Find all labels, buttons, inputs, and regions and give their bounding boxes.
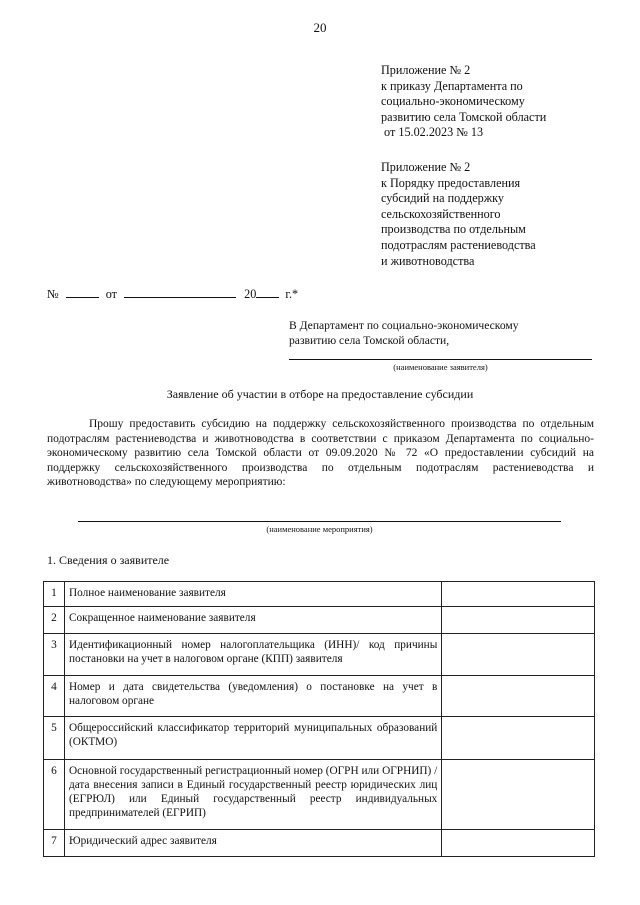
- row-value-cell[interactable]: [442, 717, 595, 760]
- row-number: 7: [44, 830, 65, 857]
- page-number: 20: [313, 20, 327, 35]
- row-label: Идентификационный номер налогоплательщика (ИНН)/ код причины постановки на учет в налоговом органе (КПП) заявителя: [64, 634, 441, 676]
- row-number: 2: [44, 607, 65, 634]
- annex-procedure-line: подотраслям растениеводства: [381, 237, 536, 252]
- section-heading: 1. Сведения о заявителе: [47, 553, 170, 567]
- addressee-line: В Департамент по социально-экономическому: [289, 319, 519, 332]
- annex-procedure-line: сельскохозяйственного: [381, 206, 501, 221]
- row-number: 3: [44, 634, 65, 676]
- request-paragraph: Прошу предоставить субсидию на поддержку сельскохозяйственного производства по отдельным подотраслям растениеводства и животноводства в соответствии с приказом Департамента по социально-экономическому развитию села Томской области от 09.09.2020 № 72 «О предоставлении субсидий на поддержку сельскохозяйственного производства по отдельным подотраслям растениеводства и животноводства» по следующему мероприятию:: [47, 418, 594, 489]
- table-row: [44, 830, 595, 857]
- row-label: Полное наименование заявителя: [64, 582, 441, 607]
- row-value-cell[interactable]: [442, 830, 595, 857]
- row-number: 5: [44, 717, 65, 760]
- year-prefix: 20: [244, 287, 257, 301]
- row-value-cell[interactable]: [442, 582, 595, 607]
- table-row: [44, 607, 595, 634]
- row-label: Сокращенное наименование заявителя: [64, 607, 441, 634]
- row-number: 4: [44, 676, 65, 717]
- row-label: Юридический адрес заявителя: [64, 830, 441, 857]
- annex-procedure-line: Приложение № 2: [381, 160, 471, 174]
- table-row: [44, 582, 595, 607]
- number-blank[interactable]: [66, 287, 99, 298]
- table-row: [44, 760, 595, 830]
- row-value-cell[interactable]: [442, 676, 595, 717]
- statement-title: Заявление об участии в отборе на предоставление субсидии: [166, 387, 474, 401]
- document-number-line: [47, 287, 298, 302]
- table-row: [44, 717, 595, 760]
- row-value-cell[interactable]: [442, 760, 595, 830]
- row-label: Номер и дата свидетельства (уведомления) о постановке на учет в налоговом органе: [64, 676, 441, 717]
- annex-procedure-line: к Порядку предоставления: [381, 175, 521, 190]
- addressee: [289, 318, 519, 348]
- number-label: №: [47, 287, 59, 301]
- row-value-cell[interactable]: [442, 634, 595, 676]
- year-blank[interactable]: [256, 287, 279, 298]
- annex-to-order: [381, 63, 611, 141]
- table-row: [44, 676, 595, 717]
- row-number: 6: [44, 760, 65, 830]
- annex-procedure-line: производства по отдельным: [381, 222, 526, 237]
- table-row: [44, 634, 595, 676]
- applicant-info-table: [43, 581, 595, 857]
- event-name-caption: (наименование мероприятия): [266, 524, 373, 534]
- applicant-name-blank[interactable]: [289, 359, 592, 360]
- row-label: Общероссийский классификатор территорий муниципальных образований (ОКТМО): [64, 717, 441, 760]
- from-label: от: [105, 287, 117, 301]
- applicant-name-caption: (наименование заявителя): [393, 362, 488, 372]
- annex-order-line: Приложение № 2: [381, 63, 471, 77]
- addressee-line: развитию села Томской области,: [289, 334, 450, 347]
- event-name-blank[interactable]: [78, 521, 561, 522]
- date-blank[interactable]: [124, 287, 236, 298]
- row-number: 1: [44, 582, 65, 607]
- annex-procedure-line: субсидий на поддержку: [381, 191, 505, 206]
- annex-order-line: социально-экономическому: [381, 94, 525, 109]
- year-suffix: г.*: [285, 287, 299, 301]
- annex-order-line: к приказу Департамента по: [381, 78, 523, 93]
- annex-order-line: развитию села Томской области: [381, 109, 547, 124]
- row-label: Основной государственный регистрационный номер (ОГРН или ОГРНИП) / дата внесения записи в Единый государственный реестр юридических лиц (ЕГРЮЛ) или Единый государственный реестр индивидуальных предпринимателей (ЕГРИП): [64, 760, 441, 830]
- annex-order-line: от 15.02.2023 № 13: [381, 125, 484, 140]
- annex-to-procedure: [381, 160, 611, 269]
- row-value-cell[interactable]: [442, 607, 595, 634]
- annex-procedure-line: и животноводства: [381, 253, 475, 268]
